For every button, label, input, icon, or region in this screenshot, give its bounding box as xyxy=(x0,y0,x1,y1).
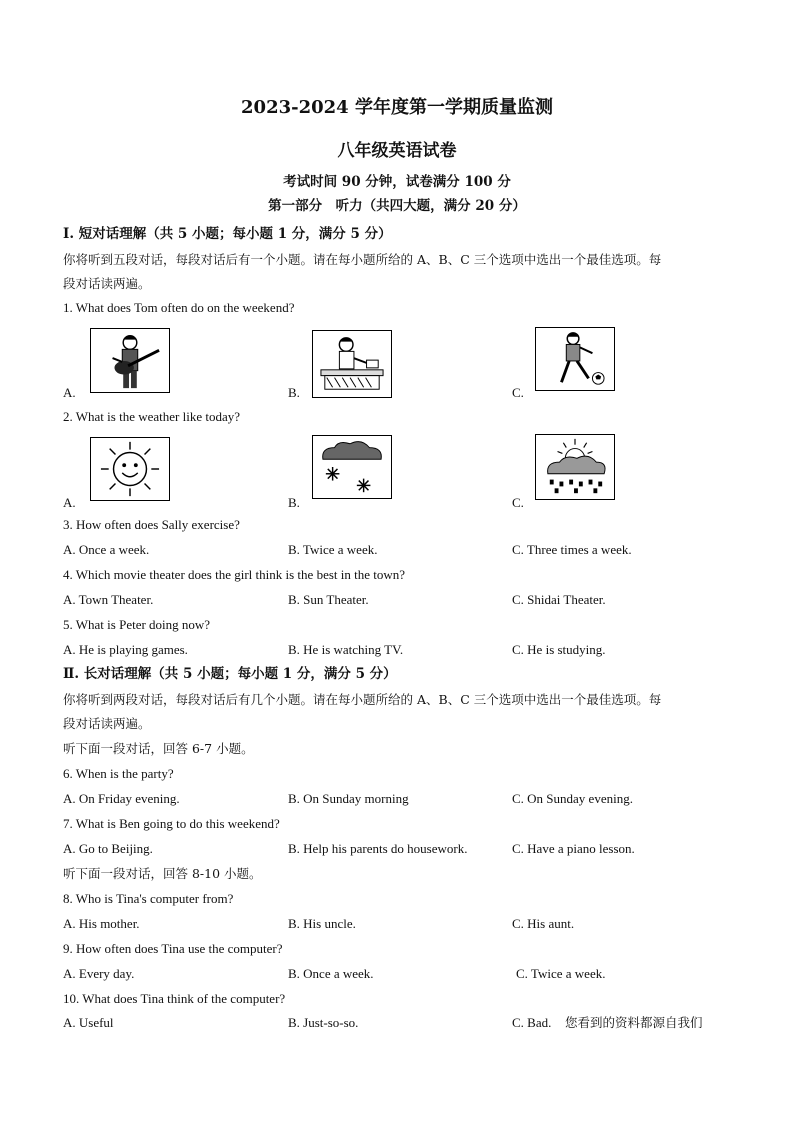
option-a: A. He is playing games. xyxy=(63,642,188,657)
section2-heading: Ⅱ. 长对话理解（共 5 小题；每小题 1 分，满分 5 分） xyxy=(63,666,397,682)
option-a: A. His mother. xyxy=(63,916,140,931)
snowy-weather-image xyxy=(312,435,392,499)
section2-instructions: 你将听到两段对话，每段对话后有几个小题。请在每小题所给的 A、B、C 三个选项中选出一个最佳选项。每 xyxy=(63,692,662,707)
watermark-text: 您看到的资料都源自我们 xyxy=(565,1015,703,1030)
option-c: C. He is studying. xyxy=(512,642,606,657)
option-b: B. He is watching TV. xyxy=(288,642,404,657)
option-c: C. On Sunday evening. xyxy=(512,791,633,806)
option-a: A. Useful xyxy=(63,1015,114,1030)
soccer-player-image xyxy=(535,327,615,391)
option-a: A. On Friday evening. xyxy=(63,791,180,806)
question-stem: 7. What is Ben going to do this weekend? xyxy=(63,816,280,831)
question-stem: 6. When is the party? xyxy=(63,766,174,781)
section1-instructions-cont: 段对话读两遍。 xyxy=(63,276,151,291)
question-stem: 4. Which movie theater does the girl think is the best in the town? xyxy=(63,567,406,582)
option-b: B. On Sunday morning xyxy=(288,791,409,806)
option-a: A. Every day. xyxy=(63,966,135,981)
option-b: B. Twice a week. xyxy=(288,542,378,557)
question-stem: 1. What does Tom often do on the weekend? xyxy=(63,300,295,315)
dialog2-intro: 听下面一段对话，回答 8-10 小题。 xyxy=(63,866,262,881)
option-c: C. Three times a week. xyxy=(512,542,632,557)
sun-and-rain-image xyxy=(535,434,615,500)
question-stem: 9. How often does Tina use the computer? xyxy=(63,941,283,956)
part-title: 第一部分 听力（共四大题，满分 20 分） xyxy=(268,198,526,214)
option-b: B. xyxy=(288,385,300,400)
section1-heading: I. 短对话理解（共 5 小题；每小题 1 分，满分 5 分） xyxy=(63,226,392,242)
option-a: A. Town Theater. xyxy=(63,592,154,607)
question-stem: 3. How often does Sally exercise? xyxy=(63,517,240,532)
option-c: C. Shidai Theater. xyxy=(512,592,606,607)
sunny-weather-image xyxy=(90,437,170,501)
cooking-boy-image xyxy=(312,330,392,398)
question-stem: 5. What is Peter doing now? xyxy=(63,617,211,632)
exam-subtitle: 八年级英语试卷 xyxy=(337,141,457,161)
option-a: A. xyxy=(63,385,76,400)
option-c: C. Twice a week. xyxy=(516,966,606,981)
question-stem: 2. What is the weather like today? xyxy=(63,409,241,424)
option-a: A. xyxy=(63,495,76,510)
option-b: B. Help his parents do housework. xyxy=(288,841,468,856)
option-c: C. xyxy=(512,385,524,400)
option-b: B. xyxy=(288,495,300,510)
option-c: C. His aunt. xyxy=(512,916,575,931)
option-b: B. Just-so-so. xyxy=(288,1015,359,1030)
option-a: A. Go to Beijing. xyxy=(63,841,153,856)
section1-instructions: 你将听到五段对话，每段对话后有一个小题。请在每小题所给的 A、B、C 三个选项中选出一个最佳选项。每 xyxy=(63,252,662,267)
option-c: C. Have a piano lesson. xyxy=(512,841,635,856)
option-c: C. xyxy=(512,495,524,510)
dialog1-intro: 听下面一段对话，回答 6-7 小题。 xyxy=(63,741,254,756)
section2-instructions-cont: 段对话读两遍。 xyxy=(63,716,151,731)
option-c: C. Bad. xyxy=(512,1015,552,1030)
option-b: B. Sun Theater. xyxy=(288,592,369,607)
option-b: B. His uncle. xyxy=(288,916,356,931)
question-stem: 8. Who is Tina's computer from? xyxy=(63,891,234,906)
guitar-player-image xyxy=(90,328,170,393)
option-b: B. Once a week. xyxy=(288,966,374,981)
exam-title: 2023-2024 学年度第一学期质量监测 xyxy=(241,97,553,118)
question-stem: 10. What does Tina think of the computer? xyxy=(63,991,286,1006)
exam-info: 考试时间 90 分钟，试卷满分 100 分 xyxy=(283,174,511,190)
option-a: A. Once a week. xyxy=(63,542,150,557)
